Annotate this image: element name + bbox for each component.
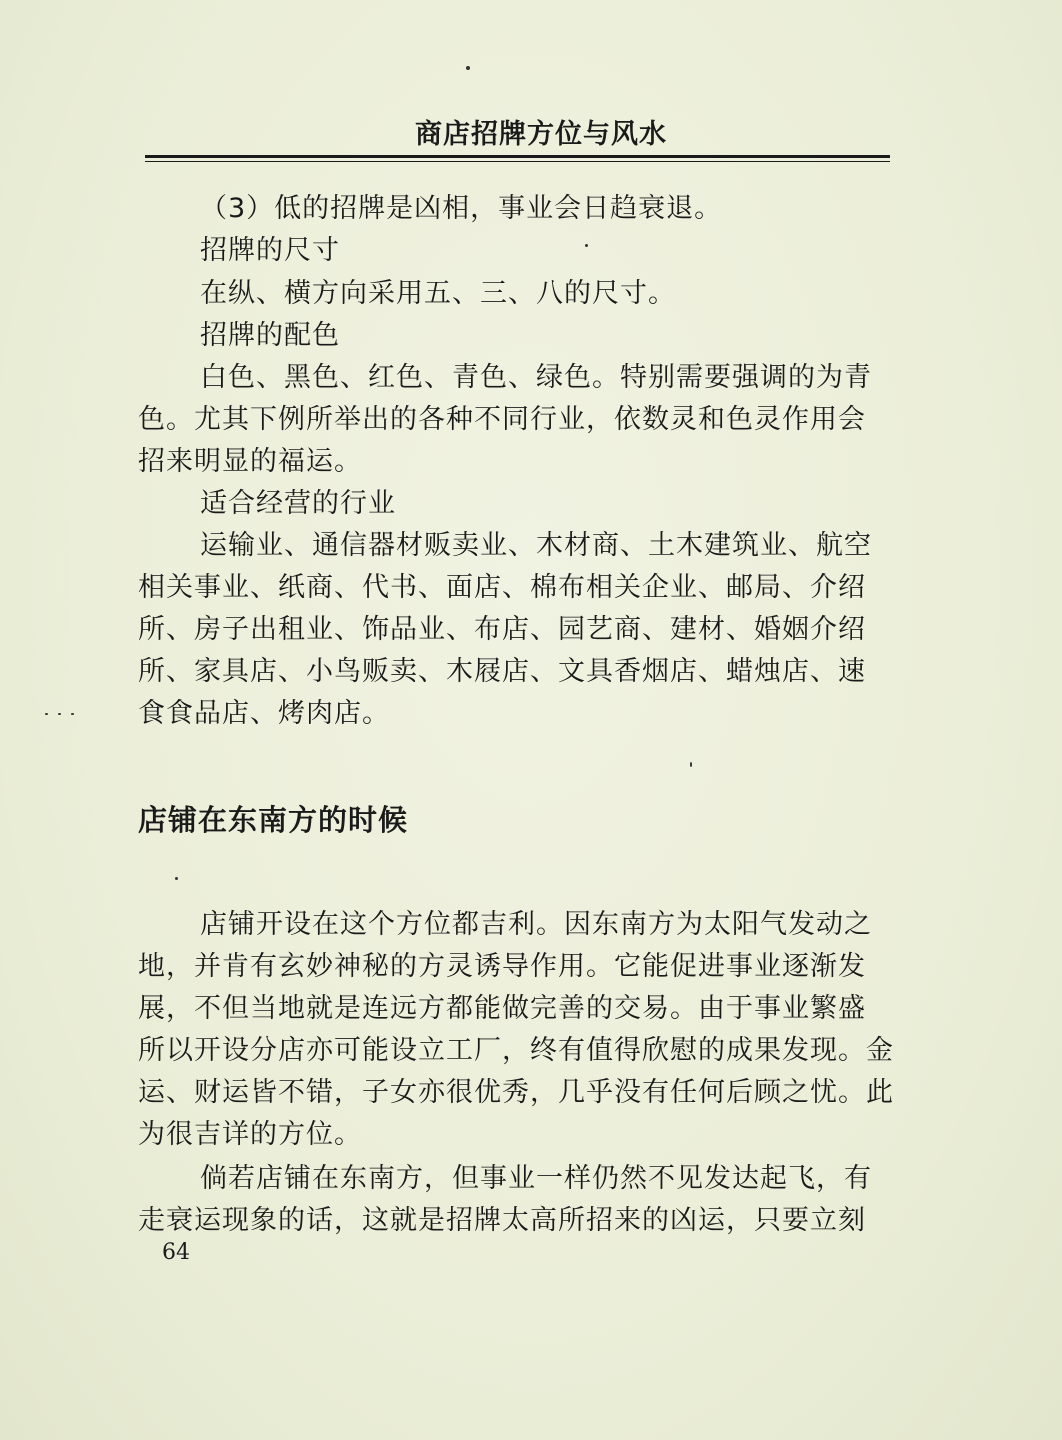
print-speck: [71, 713, 74, 715]
print-speck: [45, 713, 48, 715]
running-header-title: 商店招牌方位与风水: [415, 119, 667, 150]
subheading-line: 招牌的配色: [200, 320, 340, 351]
body-line: 白色、黑色、红色、青色、绿色。特别需要强调的为青: [200, 362, 872, 393]
body-line: 所以开设分店亦可能设立工厂，终有值得欣慰的成果发现。金: [138, 1035, 894, 1066]
body-line: 为很吉详的方位。: [138, 1119, 362, 1150]
body-line: 店铺开设在这个方位都吉利。因东南方为太阳气发动之: [200, 909, 872, 940]
body-line: 在纵、横方向采用五、三、八的尺寸。: [200, 278, 676, 309]
section-heading: 店铺在东南方的时候: [138, 803, 409, 837]
body-line: （3）低的招牌是凶相，事业会日趋衰退。: [200, 193, 723, 224]
body-line: 倘若店铺在东南方，但事业一样仍然不见发达起飞，有: [200, 1163, 872, 1194]
header-rule-thick: [145, 155, 890, 158]
page-number: 64: [162, 1240, 190, 1265]
header-rule-thin: [145, 161, 890, 162]
body-line: 展，不但当地就是连远方都能做完善的交易。由于事业繁盛: [138, 993, 866, 1024]
body-line: 相关事业、纸商、代书、面店、棉布相关企业、邮局、介绍: [138, 572, 866, 603]
body-line: 色。尤其下例所举出的各种不同行业，依数灵和色灵作用会: [138, 404, 866, 435]
body-line: 地，并肯有玄妙神秘的方灵诱导作用。它能促进事业逐渐发: [138, 951, 866, 982]
body-line: 食食品店、烤肉店。: [138, 698, 390, 729]
subheading-line: 适合经营的行业: [200, 488, 396, 519]
body-line: 所、房子出租业、饰品业、布店、园艺商、建材、婚姻介绍: [138, 614, 866, 645]
body-line: 走衰运现象的话，这就是招牌太高所招来的凶运，只要立刻: [138, 1205, 866, 1236]
body-line: 运输业、通信器材贩卖业、木材商、土木建筑业、航空: [200, 530, 872, 561]
body-line: 运、财运皆不错，子女亦很优秀，几乎没有任何后顾之忧。此: [138, 1077, 894, 1108]
body-line: 所、家具店、小鸟贩卖、木屐店、文具香烟店、蜡烛店、速: [138, 656, 866, 687]
body-line: 招来明显的福运。: [138, 446, 362, 477]
print-speck: [466, 66, 470, 70]
print-speck: [58, 713, 61, 715]
subheading-line: 招牌的尺寸: [200, 235, 340, 266]
print-speck: [175, 877, 178, 880]
print-speck: [690, 762, 692, 767]
